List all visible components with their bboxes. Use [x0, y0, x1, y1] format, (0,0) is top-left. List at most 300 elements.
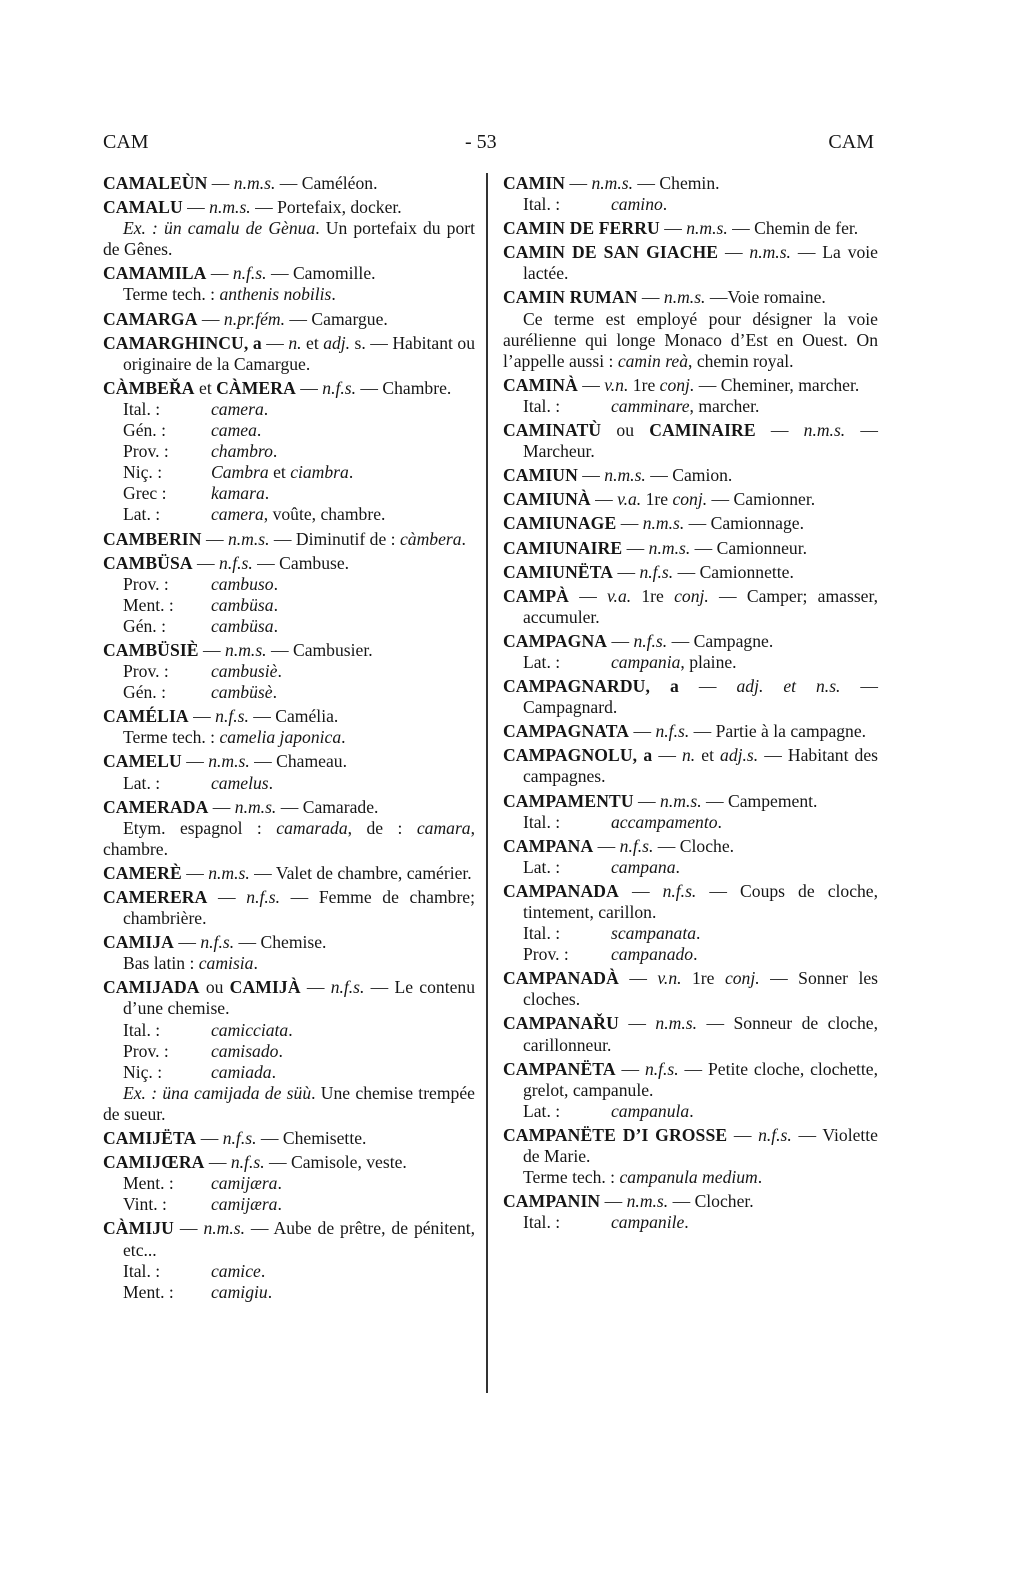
definition: Habitant des campagnes. [523, 745, 879, 787]
etym-language: Lat. : [123, 504, 161, 525]
separator: — [618, 880, 663, 901]
separator: — [600, 1191, 627, 1212]
headword-variant: CÀMERA [216, 377, 296, 398]
separator: — [613, 561, 640, 582]
etym-tail: . [277, 661, 282, 682]
dictionary-entry [503, 562, 878, 583]
entry-main-line [503, 538, 878, 559]
etym-language: Ital. : [523, 395, 561, 416]
separator: — [173, 1218, 204, 1239]
separator: — [727, 1124, 759, 1145]
headword: CAMPANAŘU [503, 1013, 619, 1034]
separator: — [266, 639, 293, 660]
grammar-label-2: conj. [674, 585, 709, 606]
separator: — [618, 1013, 656, 1034]
entry-main-line [503, 676, 878, 718]
grammar-label: n.f.s. [619, 835, 654, 856]
separator: — [207, 887, 247, 907]
etym-form: campanado [611, 944, 694, 965]
definition: Campagne. [693, 630, 774, 651]
headword: CAMIJËTA [103, 1128, 197, 1149]
headword: CAMELU [103, 751, 182, 772]
grammar-label: n.m.s. [663, 287, 706, 308]
separator: — [577, 465, 605, 486]
entry-main-line [503, 173, 878, 194]
dictionary-entry [503, 676, 878, 718]
separator: — [295, 377, 323, 398]
definition: Chemisette. [282, 1128, 367, 1149]
separator: — [276, 796, 303, 817]
dictionary-entry [103, 751, 475, 793]
separator: — [252, 552, 280, 573]
running-head-right: CAM [828, 131, 874, 153]
grammar-label: n. [288, 332, 302, 353]
grammar-label: n.m.s. [233, 173, 276, 193]
dictionary-entry [103, 309, 475, 330]
separator: — [250, 197, 278, 218]
headword: CAMIUNAGE [503, 513, 617, 534]
note-tail: . [757, 1167, 763, 1188]
etym-language: Grec : [123, 483, 167, 504]
definition: Partie à la campagne. [715, 721, 867, 742]
etym-mid: , de : [347, 817, 417, 838]
note-label: Bas latin : [123, 953, 199, 974]
etym-form: camijæra [211, 1173, 278, 1194]
etym-language: Gén. : [123, 615, 166, 636]
separator: s. — [350, 332, 393, 353]
paragraph-tail: , chemin royal. [688, 350, 794, 371]
etym-language: Prov. : [123, 661, 169, 682]
definition: Campement. [727, 790, 818, 811]
entry-main-line [103, 1152, 475, 1173]
entry-main-line [503, 721, 878, 742]
etymology-row [103, 1194, 475, 1215]
entry-main-line [503, 1125, 878, 1167]
dictionary-entry [103, 932, 475, 974]
dictionary-entry [103, 887, 475, 929]
note-label: Terme tech. : [123, 727, 220, 748]
definition: Marcheur. [523, 441, 595, 462]
grammar-label: n.m.s. [227, 528, 270, 549]
conjunction: ou [199, 977, 230, 998]
entry-main-line [503, 562, 878, 583]
definition: Chemise. [260, 932, 327, 953]
headword: CAMIN [503, 173, 566, 193]
entry-main-line [503, 791, 878, 812]
grammar-label: n.m.s. [655, 1013, 697, 1034]
etym-form: camicciata [211, 1019, 289, 1040]
dictionary-entry [503, 375, 878, 417]
grammar-label: n.f.s. [200, 932, 235, 953]
example [103, 218, 475, 260]
definition: La voie lactée. [523, 242, 878, 284]
etym-tail: . [267, 1281, 273, 1302]
definition: Aube de prêtre, de pénitent, etc... [123, 1218, 476, 1260]
separator: — [206, 263, 233, 284]
grammar-label: n.f.s. [644, 1058, 679, 1079]
etymology-row [503, 812, 878, 833]
etym-word: camara [416, 817, 471, 838]
headword: CÀMBEŘA [103, 377, 195, 398]
grammar-join: 1re [681, 968, 725, 989]
headword: CAMARGHINCU, a [103, 332, 262, 353]
etym-word: camarada [276, 817, 348, 838]
headword: CAMBERIN [103, 528, 202, 549]
entry-main-line [503, 968, 878, 1010]
separator: — [264, 1152, 291, 1173]
dictionary-entry [503, 287, 878, 371]
dictionary-entry [503, 631, 878, 673]
conjunction: ou [601, 420, 650, 441]
grammar-label: n.m.s. [203, 1218, 245, 1239]
separator: — [182, 197, 210, 218]
dictionary-entry [103, 553, 475, 637]
etym-tail: , marcher. [689, 395, 760, 416]
dictionary-entry [103, 333, 475, 375]
note-tail: . [331, 284, 336, 305]
note-value: camisia [198, 953, 254, 974]
entry-paragraph [503, 309, 878, 372]
etymology-row [503, 1212, 878, 1233]
dictionary-entry [103, 797, 475, 860]
etymology-row [103, 682, 475, 703]
technical-note [103, 953, 475, 974]
separator: — [568, 585, 608, 606]
etym-tail: . [693, 944, 698, 965]
entry-main-line [103, 751, 475, 772]
headword: CAMIN RUMAN [503, 287, 638, 308]
definition: Le contenu d’une chemise. [123, 977, 476, 1019]
definition: Camomille. [292, 263, 376, 284]
grammar-label: n.m.s. [648, 537, 691, 558]
headword: CAMIN DE FERRU [503, 218, 660, 239]
etymology-row [503, 1101, 878, 1122]
separator: — [188, 706, 216, 727]
separator: — [607, 630, 634, 651]
entry-main-line [503, 586, 878, 628]
separator: — [673, 561, 700, 582]
entry-main-line [503, 745, 878, 787]
separator: — [173, 932, 201, 953]
etymology-row [503, 944, 878, 965]
etym-tail: . [272, 441, 278, 462]
etym-form: camelus [211, 772, 269, 793]
etym-form: campania [611, 651, 681, 672]
etymology-row [503, 194, 878, 215]
definition: Cheminer, marcher. [720, 374, 860, 395]
etymology-row [103, 574, 475, 595]
entry-main-line [103, 309, 475, 330]
note-tail: . [341, 727, 346, 748]
etym-form: cambüsa [211, 594, 274, 615]
etymology-row [103, 1062, 475, 1083]
etymology-row [503, 652, 878, 673]
separator: — [759, 968, 799, 989]
entry-main-line [103, 173, 475, 194]
dictionary-entry [103, 378, 475, 526]
etymology-row [103, 616, 475, 637]
dictionary-entry [503, 420, 878, 462]
dictionary-entry [103, 863, 475, 884]
etym-language: Ment. : [123, 1281, 174, 1302]
separator: — [300, 977, 331, 998]
definition: Camionneur. [716, 537, 808, 558]
definition: Clocher. [694, 1191, 754, 1212]
etymology-row [503, 857, 878, 878]
separator: — [707, 489, 734, 510]
separator: — [652, 745, 682, 766]
grammar-label: v.a. [617, 489, 642, 510]
etymology-row [503, 923, 878, 944]
note-value: anthenis nobilis [219, 284, 332, 305]
separator: — [593, 835, 620, 856]
etym-tail: . [263, 398, 269, 419]
separator: — [668, 1191, 695, 1212]
page-number: - 53 [465, 131, 497, 153]
separator: — [845, 420, 878, 441]
separator: — [689, 721, 716, 742]
separator: — [181, 862, 209, 883]
separator: — [285, 308, 312, 329]
separator: — [727, 218, 755, 239]
grammar-label: v.n. [657, 968, 682, 989]
grammar-label: n.m.s. [660, 790, 702, 811]
dictionary-entry [503, 791, 878, 833]
separator: — [637, 287, 664, 308]
etym-tail: . [260, 1260, 266, 1281]
entry-main-line [503, 218, 878, 239]
entry-main-line [103, 640, 475, 661]
separator: — [280, 887, 319, 907]
separator: — [364, 977, 395, 998]
etymology-row [503, 396, 878, 417]
etym-form: camigiu [211, 1281, 268, 1302]
etym-form: camera [211, 398, 264, 419]
dictionary-entry [503, 1125, 878, 1188]
grammar-join: et [695, 745, 721, 766]
definition: Chemin. [659, 173, 720, 193]
column-divider [486, 173, 488, 1393]
paragraph-italic: camin reà [617, 350, 689, 371]
headword: CAMPAGNA [503, 630, 608, 651]
etym-language: Ital. : [523, 1212, 561, 1233]
etym-tail: . [272, 682, 277, 703]
grammar-label: n.pr.fém. [223, 308, 286, 329]
example [103, 1083, 475, 1125]
technical-note [103, 727, 475, 748]
definition: Chambre. [382, 377, 452, 398]
definition-ref: càmbera [399, 528, 462, 549]
note-label: Terme tech. : [523, 1167, 620, 1188]
grammar-label: n.f.s. [662, 880, 697, 901]
grammar-label: v.a. [607, 585, 632, 606]
separator: — [577, 374, 605, 395]
grammar-label: n.f.s. [655, 721, 690, 742]
etymology-row [103, 661, 475, 682]
dictionary-entry [503, 1013, 878, 1055]
separator: — [705, 287, 728, 308]
grammar-label: n.m.s. [209, 197, 251, 218]
entry-main-line [103, 887, 475, 929]
entry-main-line [103, 378, 475, 399]
grammar-label: n.m.s. [591, 173, 634, 193]
separator: — [616, 513, 643, 534]
dictionary-entry [503, 1191, 878, 1233]
grammar-label-2: adj.s. [720, 745, 759, 766]
separator: — [618, 968, 658, 989]
dictionary-entry [503, 968, 878, 1010]
definition: Chemin de fer. [754, 218, 859, 239]
separator: — [659, 218, 687, 239]
etym-language: Ital. : [123, 1019, 161, 1040]
separator: — [622, 537, 649, 558]
etym-language: Prov. : [123, 1040, 169, 1061]
headword: CAMERÈ [103, 862, 182, 883]
definition: Camionnage. [710, 513, 804, 534]
separator: — [653, 835, 680, 856]
etym-tail: . [278, 1040, 283, 1061]
etym-language: Prov. : [123, 573, 169, 594]
grammar-label: n.f.s. [639, 561, 674, 582]
grammar-label: n. [681, 745, 696, 766]
etym-tail: . [256, 420, 262, 441]
definition: Petite cloche, clochette, grelot, campanule. [523, 1058, 878, 1100]
separator: — [356, 377, 383, 398]
headword: CAMPANËTE D’I GROSSE [503, 1124, 728, 1145]
grammar-join: 1re [628, 374, 660, 395]
entry-main-line [103, 706, 475, 727]
etym-tail-2: . [348, 462, 354, 483]
separator: — [708, 585, 747, 606]
separator: — [244, 1218, 274, 1239]
grammar-label-2: adj. [323, 332, 351, 353]
grammar-label: n.f.s. [219, 552, 253, 573]
headword: CAMINATÙ [503, 420, 602, 441]
definition: Cambusier. [292, 639, 373, 660]
etym-tail: . [662, 194, 668, 215]
etym-language: Prov. : [123, 441, 169, 462]
entry-main-line [103, 932, 475, 953]
grammar-label: n.f.s. [222, 1128, 257, 1149]
etym-form: camice [211, 1260, 261, 1281]
etym-form: camisado [211, 1040, 279, 1061]
grammar-label-2: conj. [659, 374, 695, 395]
etym-form: scampanata [611, 923, 697, 944]
headword: CAMALEÙN [103, 173, 208, 193]
entry-main-line [103, 863, 475, 884]
definition: Cloche. [679, 835, 735, 856]
definition: Violette de Marie. [523, 1124, 878, 1167]
dictionary-entry [503, 881, 878, 965]
etym-tail: . [264, 483, 270, 504]
grammar-label: n.m.s. [225, 639, 267, 660]
etym-form: camminare [611, 395, 690, 416]
dictionary-entry [103, 977, 475, 1125]
entry-main-line [103, 197, 475, 218]
etym-form: camiada [211, 1061, 272, 1082]
etym-form: cambüsè [211, 682, 273, 703]
etymology-row [103, 1282, 475, 1303]
definition: Voie romaine. [727, 287, 826, 308]
entry-main-line [503, 1013, 878, 1055]
definition: Portefaix, docker. [277, 197, 402, 218]
definition: Camélia. [275, 706, 339, 727]
headword: CAMÉLIA [103, 706, 189, 727]
definition: Chameau. [276, 751, 347, 772]
etym-pre: Etym. espagnol : [123, 817, 277, 838]
entry-main-line [503, 465, 878, 486]
etym-tail: . [689, 1100, 694, 1121]
entry-main-line [103, 529, 475, 550]
grammar-label: n.m.s. [208, 751, 250, 772]
etym-language: Prov. : [523, 944, 569, 965]
separator: — [207, 173, 234, 193]
etymology-row [103, 441, 475, 462]
separator: — [667, 630, 694, 651]
etym-tail: . [273, 573, 278, 594]
headword: CAMALU [103, 197, 183, 218]
separator: — [701, 790, 728, 811]
separator: — [196, 1128, 223, 1149]
etymology-row [103, 504, 475, 525]
note-value: campanula medium [619, 1167, 758, 1188]
separator: — [790, 242, 823, 263]
etymology-row [103, 773, 475, 794]
headword: CAMPAGNOLU, a [503, 745, 653, 766]
headword: CAMPÀ [503, 585, 569, 606]
headword: CAMINÀ [503, 374, 578, 395]
separator: — [181, 751, 209, 772]
dictionary-entry [503, 513, 878, 534]
separator: — [633, 790, 661, 811]
separator: — [678, 676, 737, 697]
etym-tail: . [696, 923, 701, 944]
headword: CAMIUNËTA [503, 561, 614, 582]
separator: — [684, 513, 711, 534]
headword: CÀMIJU [103, 1218, 174, 1239]
grammar-join: 1re [641, 489, 673, 510]
right-column [503, 173, 878, 1236]
entry-main-line [503, 836, 878, 857]
dictionary-entry [103, 640, 475, 703]
entry-main-line [503, 1191, 878, 1212]
entry-main-line [103, 977, 475, 1019]
example-translation: . Une chemise trempée de sueur. [103, 1082, 475, 1124]
grammar-label: n.m.s. [604, 465, 646, 486]
etym-tail: . [273, 594, 278, 615]
example-label: Ex. : [123, 218, 165, 239]
headword: CAMIUNÀ [503, 489, 591, 510]
headword: CAMIJA [103, 932, 174, 953]
headword-variant: CAMIJÀ [229, 977, 301, 998]
entry-main-line [503, 881, 878, 923]
grammar-label-2: conj. [672, 489, 708, 510]
separator: — [629, 721, 656, 742]
etym-tail: . [273, 615, 278, 636]
left-column [103, 173, 475, 1306]
separator: — [261, 332, 289, 353]
dictionary-entry [503, 1059, 878, 1122]
etym-form: camino [611, 194, 663, 215]
separator: — [249, 862, 276, 883]
dictionary-entry [503, 465, 878, 486]
entry-main-line [103, 1128, 475, 1149]
etymology-row [103, 399, 475, 420]
etym-language: Niç. : [123, 1061, 163, 1082]
definition: Camarade. [302, 796, 379, 817]
etym-form: campanula [611, 1100, 690, 1121]
dictionary-entry [503, 218, 878, 239]
